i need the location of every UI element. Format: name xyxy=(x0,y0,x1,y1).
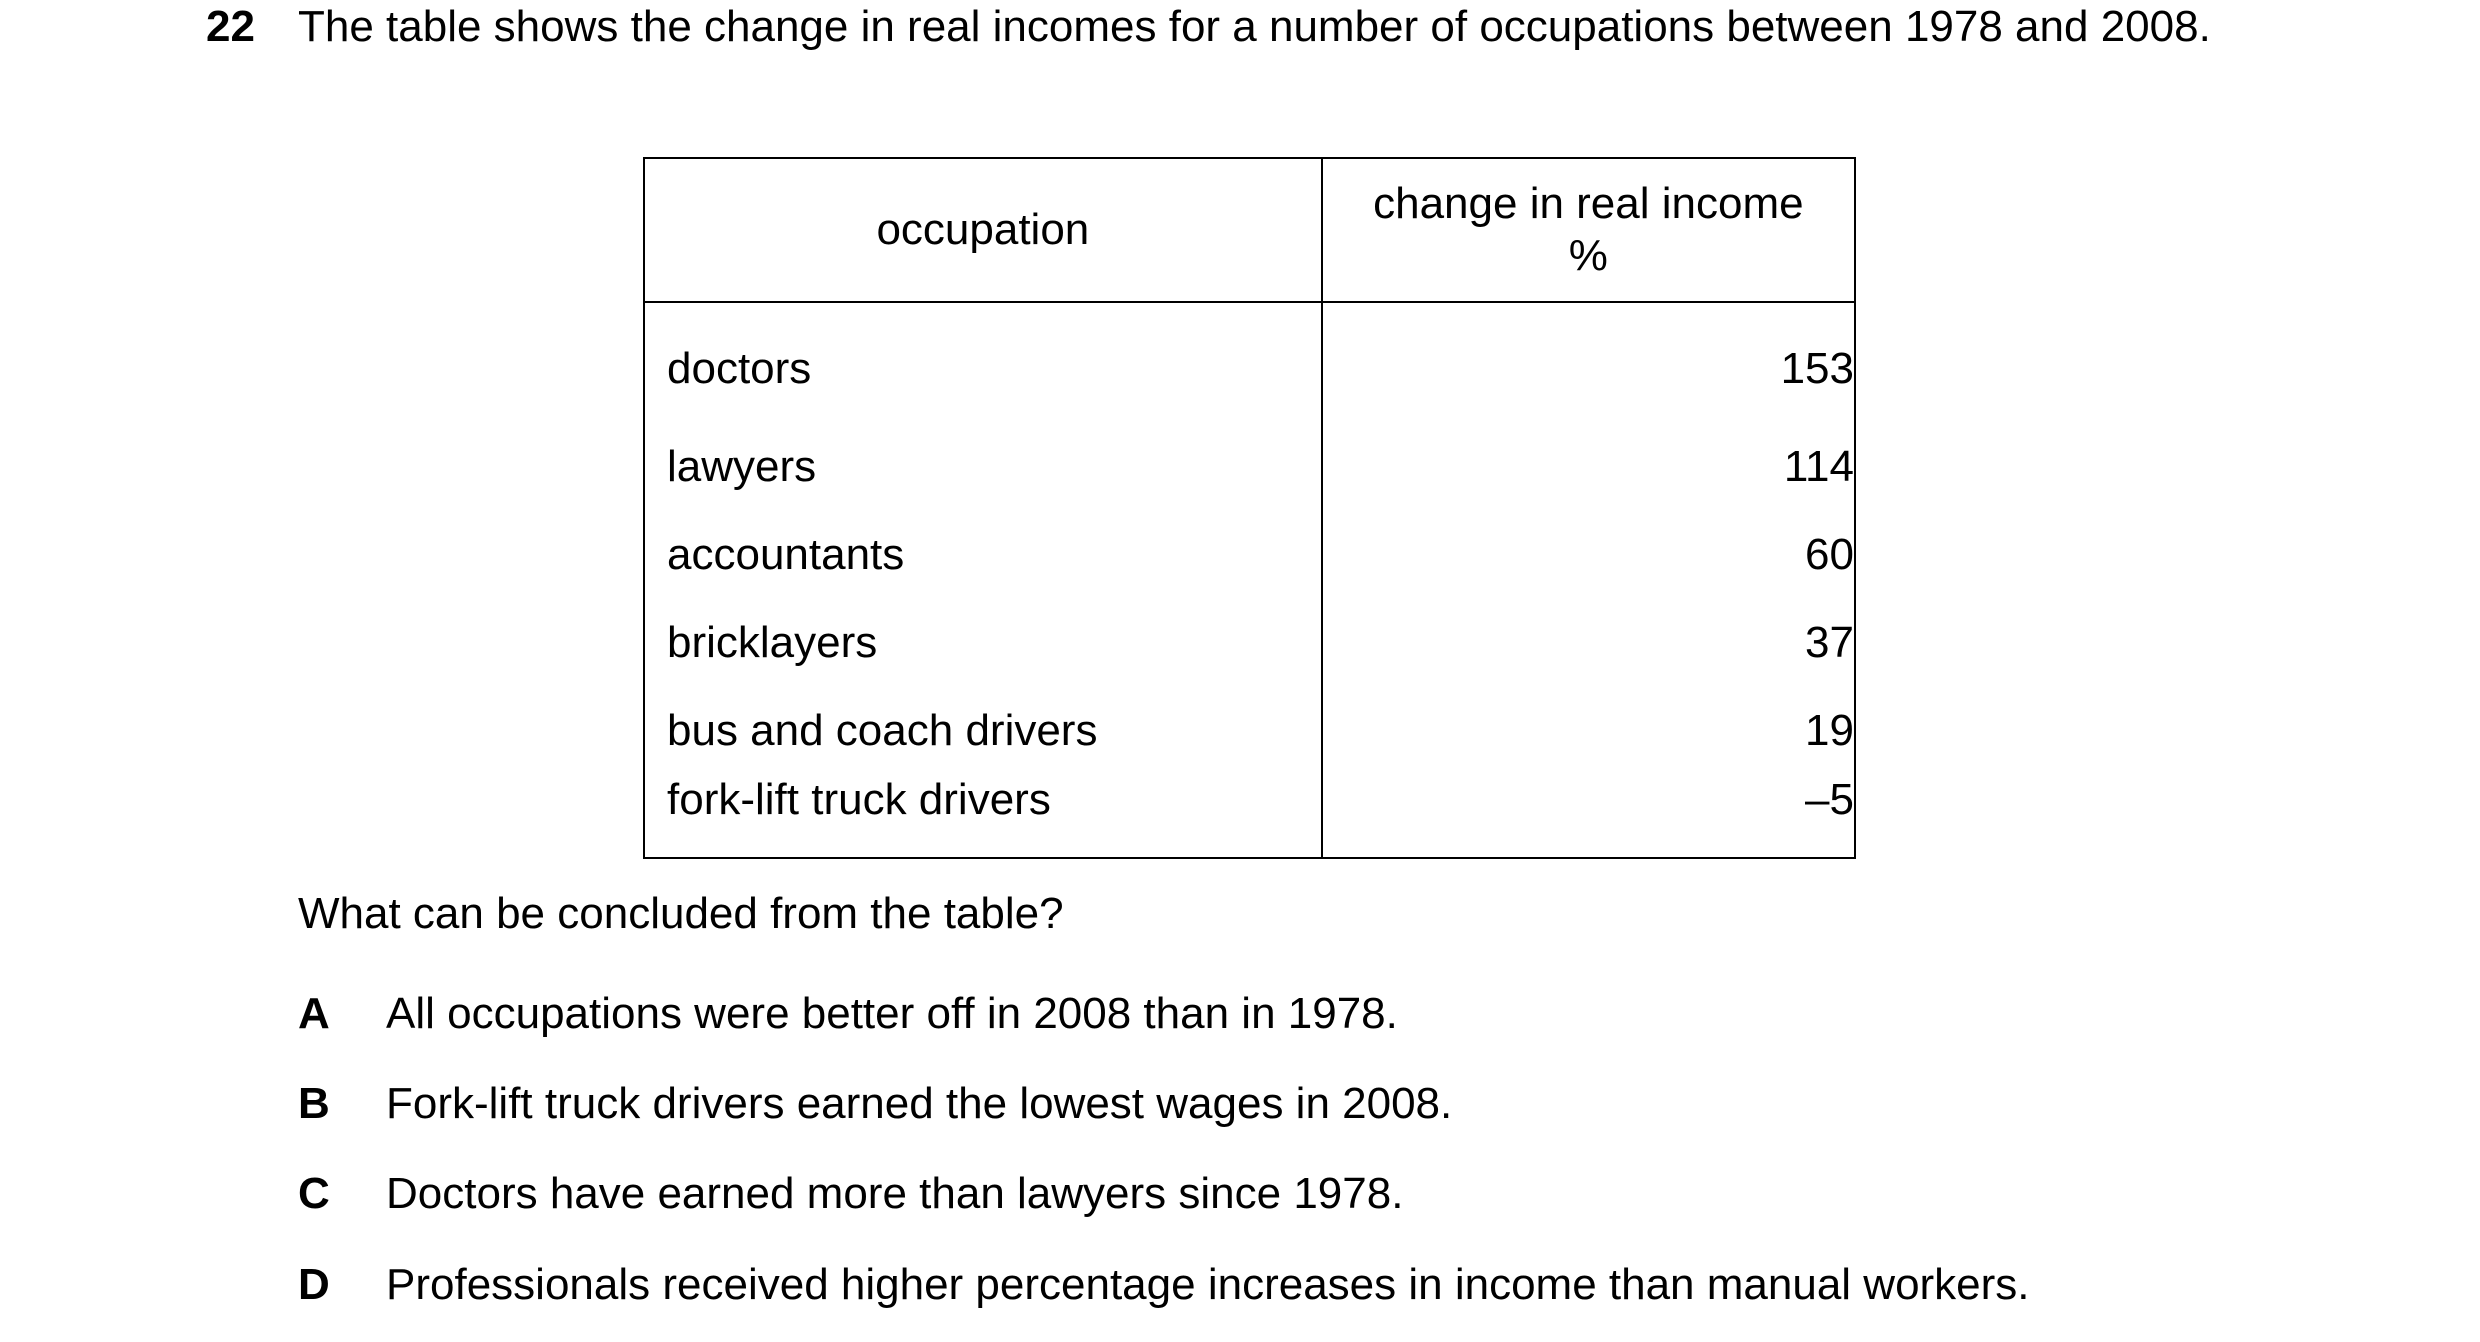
cell-change xyxy=(1322,423,1855,511)
option-text: All occupations were better off in 2008 than in 1978. xyxy=(386,989,1398,1038)
cell-change xyxy=(1322,302,1855,423)
change-value: 37 xyxy=(1805,618,1854,667)
table-row xyxy=(644,511,1855,599)
option-letter: A xyxy=(298,989,330,1038)
cell-occupation: fork-lift truck drivers xyxy=(644,775,1322,858)
change-value: 60 xyxy=(1805,530,1854,579)
option-d[interactable] xyxy=(298,1258,2030,1312)
change-value: 153 xyxy=(1780,344,1854,393)
option-letter: B xyxy=(298,1079,330,1128)
table-row xyxy=(644,599,1855,687)
header-change-in-real-income xyxy=(1322,158,1855,302)
cell-occupation: doctors xyxy=(644,302,1322,423)
table-header-row xyxy=(644,158,1855,302)
option-text: Fork-lift truck drivers earned the lowest wages in 2008. xyxy=(386,1079,1453,1128)
income-change-table xyxy=(643,157,1856,859)
cell-occupation: bus and coach drivers xyxy=(644,687,1322,775)
change-value: 19 xyxy=(1805,706,1854,755)
header-occupation: occupation xyxy=(644,158,1322,302)
question-prompt: What can be concluded from the table? xyxy=(298,889,1064,938)
change-value: 114 xyxy=(1783,442,1854,491)
option-c[interactable] xyxy=(298,1167,1403,1221)
option-letter: C xyxy=(298,1169,330,1218)
table-row xyxy=(644,423,1855,511)
cell-occupation: lawyers xyxy=(644,423,1322,511)
header-change-unit: % xyxy=(1568,231,1608,280)
option-text: Professionals received higher percentage increases in income than manual workers. xyxy=(386,1260,2030,1309)
cell-change xyxy=(1322,511,1855,599)
cell-occupation: bricklayers xyxy=(644,599,1322,687)
table-row xyxy=(644,302,1855,423)
table-row xyxy=(644,775,1855,858)
table-row xyxy=(644,687,1855,775)
header-change-label: change in real income xyxy=(1373,179,1804,228)
option-letter: D xyxy=(298,1260,330,1309)
cell-change xyxy=(1322,775,1855,858)
option-b[interactable] xyxy=(298,1077,1452,1131)
cell-change xyxy=(1322,687,1855,775)
option-text: Doctors have earned more than lawyers since 1978. xyxy=(386,1169,1404,1218)
option-a[interactable] xyxy=(298,987,1398,1041)
question-stem: The table shows the change in real incomes for a number of occupations between 1978 and 2008. xyxy=(298,2,2211,51)
question-number: 22 xyxy=(206,2,255,51)
cell-occupation: accountants xyxy=(644,511,1322,599)
cell-change xyxy=(1322,599,1855,687)
change-value: –5 xyxy=(1805,775,1854,824)
